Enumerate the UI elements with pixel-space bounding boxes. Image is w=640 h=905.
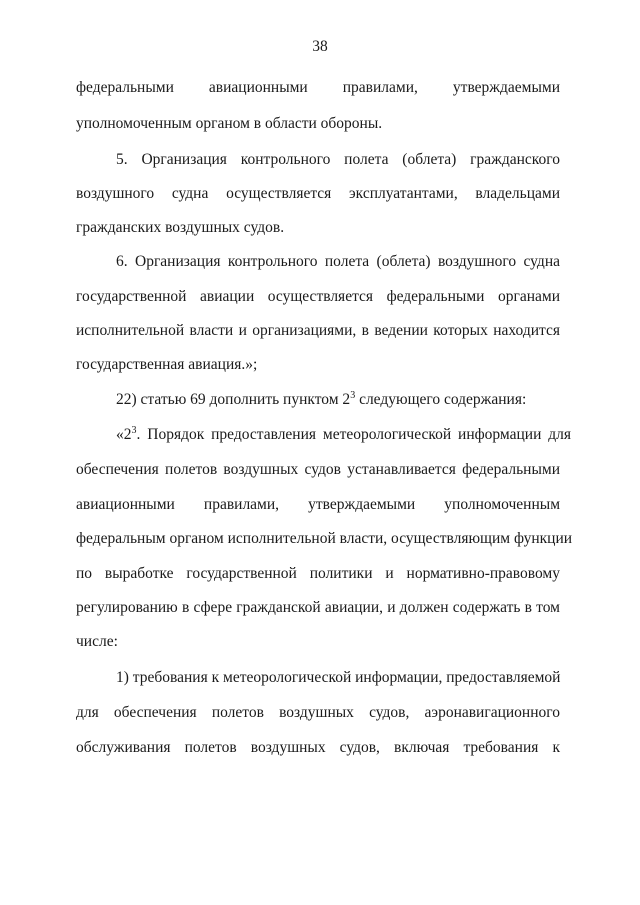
text-line: исполнительной власти и организациями, в ведении которых находится [76, 322, 560, 339]
superscript: 3 [131, 425, 137, 436]
text-line: федеральными авиационными правилами, утверждаемыми [76, 79, 560, 96]
text-line: числе: [76, 633, 118, 650]
text-line: 6. Организация контрольного полета (облета) воздушного судна [116, 253, 560, 270]
text-segment: 22) статью 69 дополнить пунктом 2 [116, 391, 351, 408]
superscript: 3 [350, 390, 356, 401]
text-line: уполномоченным органом в области обороны. [76, 115, 383, 132]
text-line: гражданских воздушных судов. [76, 219, 285, 236]
text-line: регулированию в сфере гражданской авиации, и должен содержать в том [76, 599, 560, 616]
text-line: федеральным органом исполнительной власти, осуществляющим функции [76, 530, 573, 547]
text-line: воздушного судна осуществляется эксплуатантами, владельцами [76, 185, 560, 202]
text-line: государственная авиация.»; [76, 356, 258, 373]
text-line: по выработке государственной политики и нормативно-правовому [76, 565, 560, 582]
text-line: 5. Организация контрольного полета (облета) гражданского [116, 151, 560, 168]
text-line: для обеспечения полетов воздушных судов, аэронавигационного [76, 704, 560, 721]
text-segment: . Порядок предоставления метеорологической информации для [136, 426, 572, 443]
text-line [116, 425, 572, 445]
text-line: обеспечения полетов воздушных судов устанавливается федеральными [76, 461, 560, 478]
text-line [116, 390, 560, 410]
text-line: государственной авиации осуществляется федеральными органами [76, 288, 560, 305]
page-number: 38 [312, 38, 328, 55]
text-line: авиационными правилами, утверждаемыми уполномоченным [76, 496, 560, 513]
text-segment: «2 [116, 426, 132, 443]
text-line: 1) требования к метеорологической информации, предоставляемой [116, 669, 561, 686]
text-line: обслуживания полетов воздушных судов, включая требования к [76, 739, 560, 756]
text-segment: следующего содержания: [355, 391, 527, 408]
